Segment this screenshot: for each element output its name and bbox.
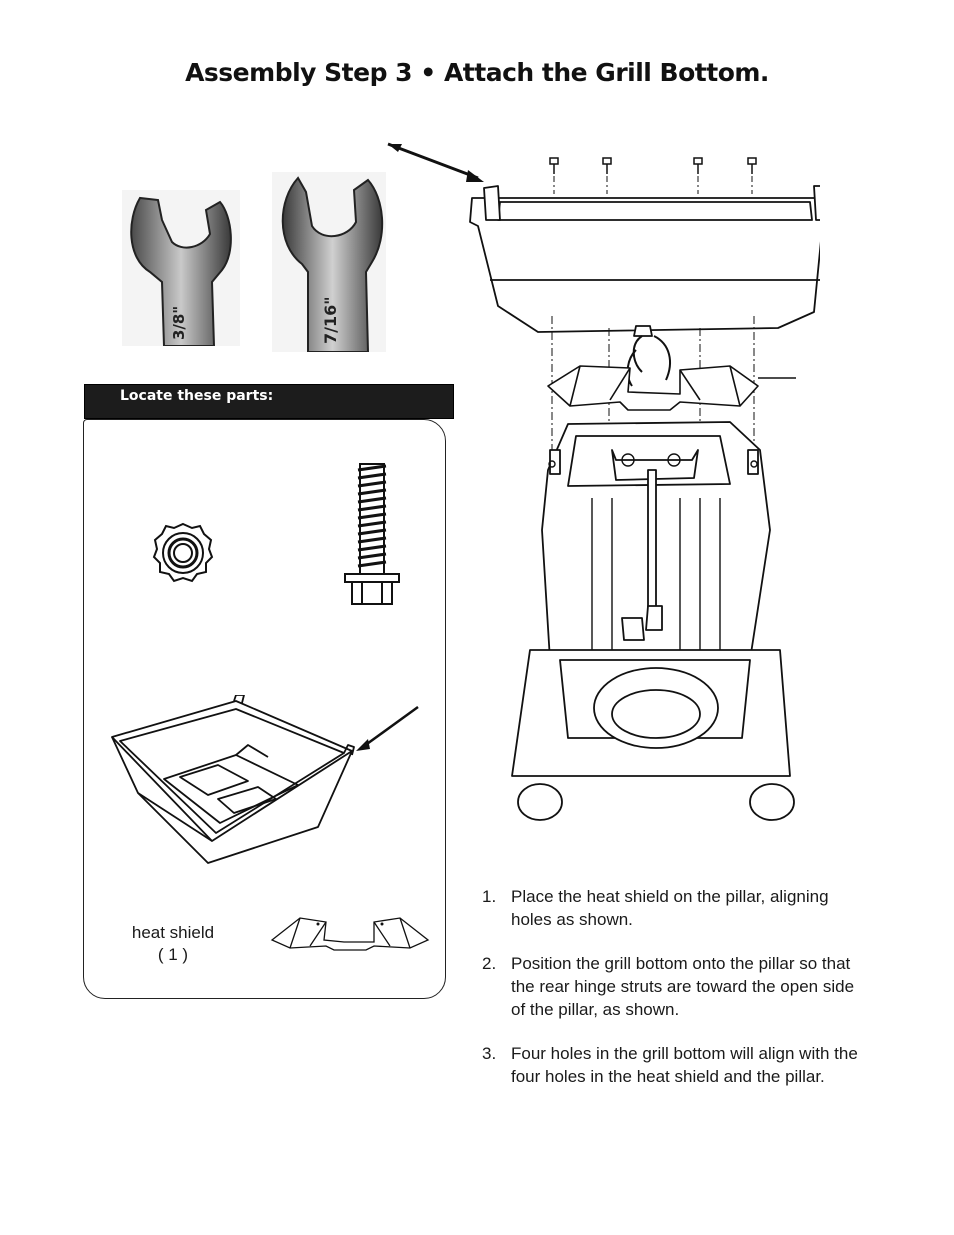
step-number: 1.: [482, 887, 497, 906]
assembly-diagram: [380, 130, 820, 830]
heat-shield-icon: [270, 912, 430, 954]
lock-nut-icon: [152, 522, 214, 584]
instruction-list: [482, 885, 862, 1109]
heat-shield-qty: ( 1 ): [157, 945, 189, 964]
wrench-large-label: 7/16": [321, 296, 340, 344]
heat-shield-label: [113, 922, 233, 966]
instruction-step: [482, 952, 862, 1021]
wrench-small-label: 3/8": [170, 305, 188, 340]
wrench-large-image: [272, 172, 386, 352]
page-title: Assembly Step 3 • Attach the Grill Bottom.: [185, 58, 769, 87]
parts-header-label: Locate these parts:: [120, 388, 274, 404]
step-text: Position the grill bottom onto the pillar so that the rear hinge struts are toward the open side of the pillar, as shown.: [511, 954, 855, 1019]
step-number: 2.: [482, 954, 497, 973]
instruction-step: [482, 1042, 862, 1088]
instruction-step: [482, 885, 862, 931]
step-text: Place the heat shield on the pillar, aligning holes as shown.: [511, 887, 829, 929]
step-text: Four holes in the grill bottom will align with the four holes in the heat shield and the pillar.: [511, 1044, 858, 1086]
step-number: 3.: [482, 1044, 497, 1063]
heat-shield-name: heat shield: [131, 923, 215, 942]
wrench-small-image: [122, 190, 240, 346]
